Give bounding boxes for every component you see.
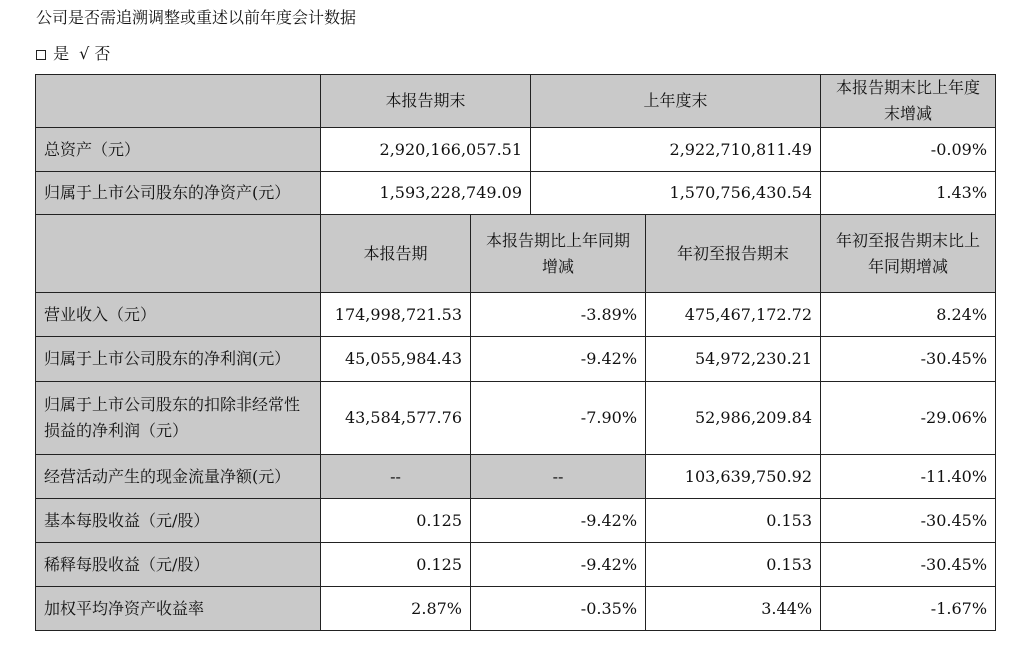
row-label: 归属于上市公司股东的净资产(元）	[36, 172, 321, 215]
value-cell: 54,972,230.21	[646, 337, 821, 382]
value-cell: 0.125	[321, 499, 471, 543]
value-cell: -9.42%	[471, 543, 646, 587]
row-label: 经营活动产生的现金流量净额(元）	[36, 455, 321, 499]
row-label: 加权平均净资产收益率	[36, 587, 321, 631]
table-row	[36, 499, 996, 543]
check-mark-icon: √	[79, 44, 90, 63]
value-cell: 2.87%	[321, 587, 471, 631]
value-cell: -29.06%	[821, 382, 996, 455]
value-cell: --	[321, 455, 471, 499]
value-cell: 2,922,710,811.49	[531, 128, 821, 172]
value-cell: 0.153	[646, 543, 821, 587]
value-cell: 43,584,577.76	[321, 382, 471, 455]
value-cell: 0.153	[646, 499, 821, 543]
restatement-question: 公司是否需追溯调整或重述以前年度会计数据	[36, 8, 357, 27]
no-label: 否	[94, 44, 111, 63]
header-prior-year-end: 上年度末	[531, 75, 821, 128]
table-row	[36, 587, 996, 631]
value-cell: 1,593,228,749.09	[321, 172, 531, 215]
restatement-options	[36, 42, 110, 66]
value-cell: --	[471, 455, 646, 499]
value-cell: 2,920,166,057.51	[321, 128, 531, 172]
row-label: 归属于上市公司股东的扣除非经常性损益的净利润（元）	[36, 382, 321, 455]
value-cell: -1.67%	[821, 587, 996, 631]
key-financial-data-table	[35, 74, 996, 631]
value-cell: 0.125	[321, 543, 471, 587]
value-cell: 3.44%	[646, 587, 821, 631]
header-current-period: 本报告期	[321, 215, 471, 293]
row-label: 营业收入（元）	[36, 293, 321, 337]
value-cell: -30.45%	[821, 337, 996, 382]
value-cell: -7.90%	[471, 382, 646, 455]
yes-label: 是	[53, 44, 70, 63]
value-cell: 8.24%	[821, 293, 996, 337]
yes-option[interactable]	[36, 42, 69, 66]
row-label: 归属于上市公司股东的净利润(元）	[36, 337, 321, 382]
value-cell: -0.35%	[471, 587, 646, 631]
value-cell: -0.09%	[821, 128, 996, 172]
table-row	[36, 543, 996, 587]
no-option	[79, 42, 110, 66]
row-label: 基本每股收益（元/股）	[36, 499, 321, 543]
value-cell: -3.89%	[471, 293, 646, 337]
value-cell: 103,639,750.92	[646, 455, 821, 499]
yes-checkbox-icon[interactable]	[36, 50, 46, 60]
value-cell: -11.40%	[821, 455, 996, 499]
value-cell: -9.42%	[471, 499, 646, 543]
value-cell: 475,467,172.72	[646, 293, 821, 337]
table-row	[36, 337, 996, 382]
table2-corner-cell	[36, 215, 321, 293]
value-cell: -9.42%	[471, 337, 646, 382]
table1-corner-cell	[36, 75, 321, 128]
value-cell: 45,055,984.43	[321, 337, 471, 382]
header-current-period-yoy: 本报告期比上年同期增减	[471, 215, 646, 293]
row-label: 总资产（元）	[36, 128, 321, 172]
value-cell: -30.45%	[821, 499, 996, 543]
header-change-vs-prior-year-end: 本报告期末比上年度末增减	[821, 75, 996, 128]
value-cell: 1,570,756,430.54	[531, 172, 821, 215]
table-row	[36, 455, 996, 499]
table2-header-row	[36, 215, 996, 293]
row-label: 稀释每股收益（元/股）	[36, 543, 321, 587]
table-row	[36, 293, 996, 337]
table-row	[36, 128, 996, 172]
value-cell: 1.43%	[821, 172, 996, 215]
table1-header-row	[36, 75, 996, 128]
table-row	[36, 382, 996, 455]
header-ytd-yoy: 年初至报告期末比上年同期增减	[821, 215, 996, 293]
header-ytd: 年初至报告期末	[646, 215, 821, 293]
value-cell: 174,998,721.53	[321, 293, 471, 337]
table-row	[36, 172, 996, 215]
value-cell: 52,986,209.84	[646, 382, 821, 455]
value-cell: -30.45%	[821, 543, 996, 587]
header-period-end: 本报告期末	[321, 75, 531, 128]
